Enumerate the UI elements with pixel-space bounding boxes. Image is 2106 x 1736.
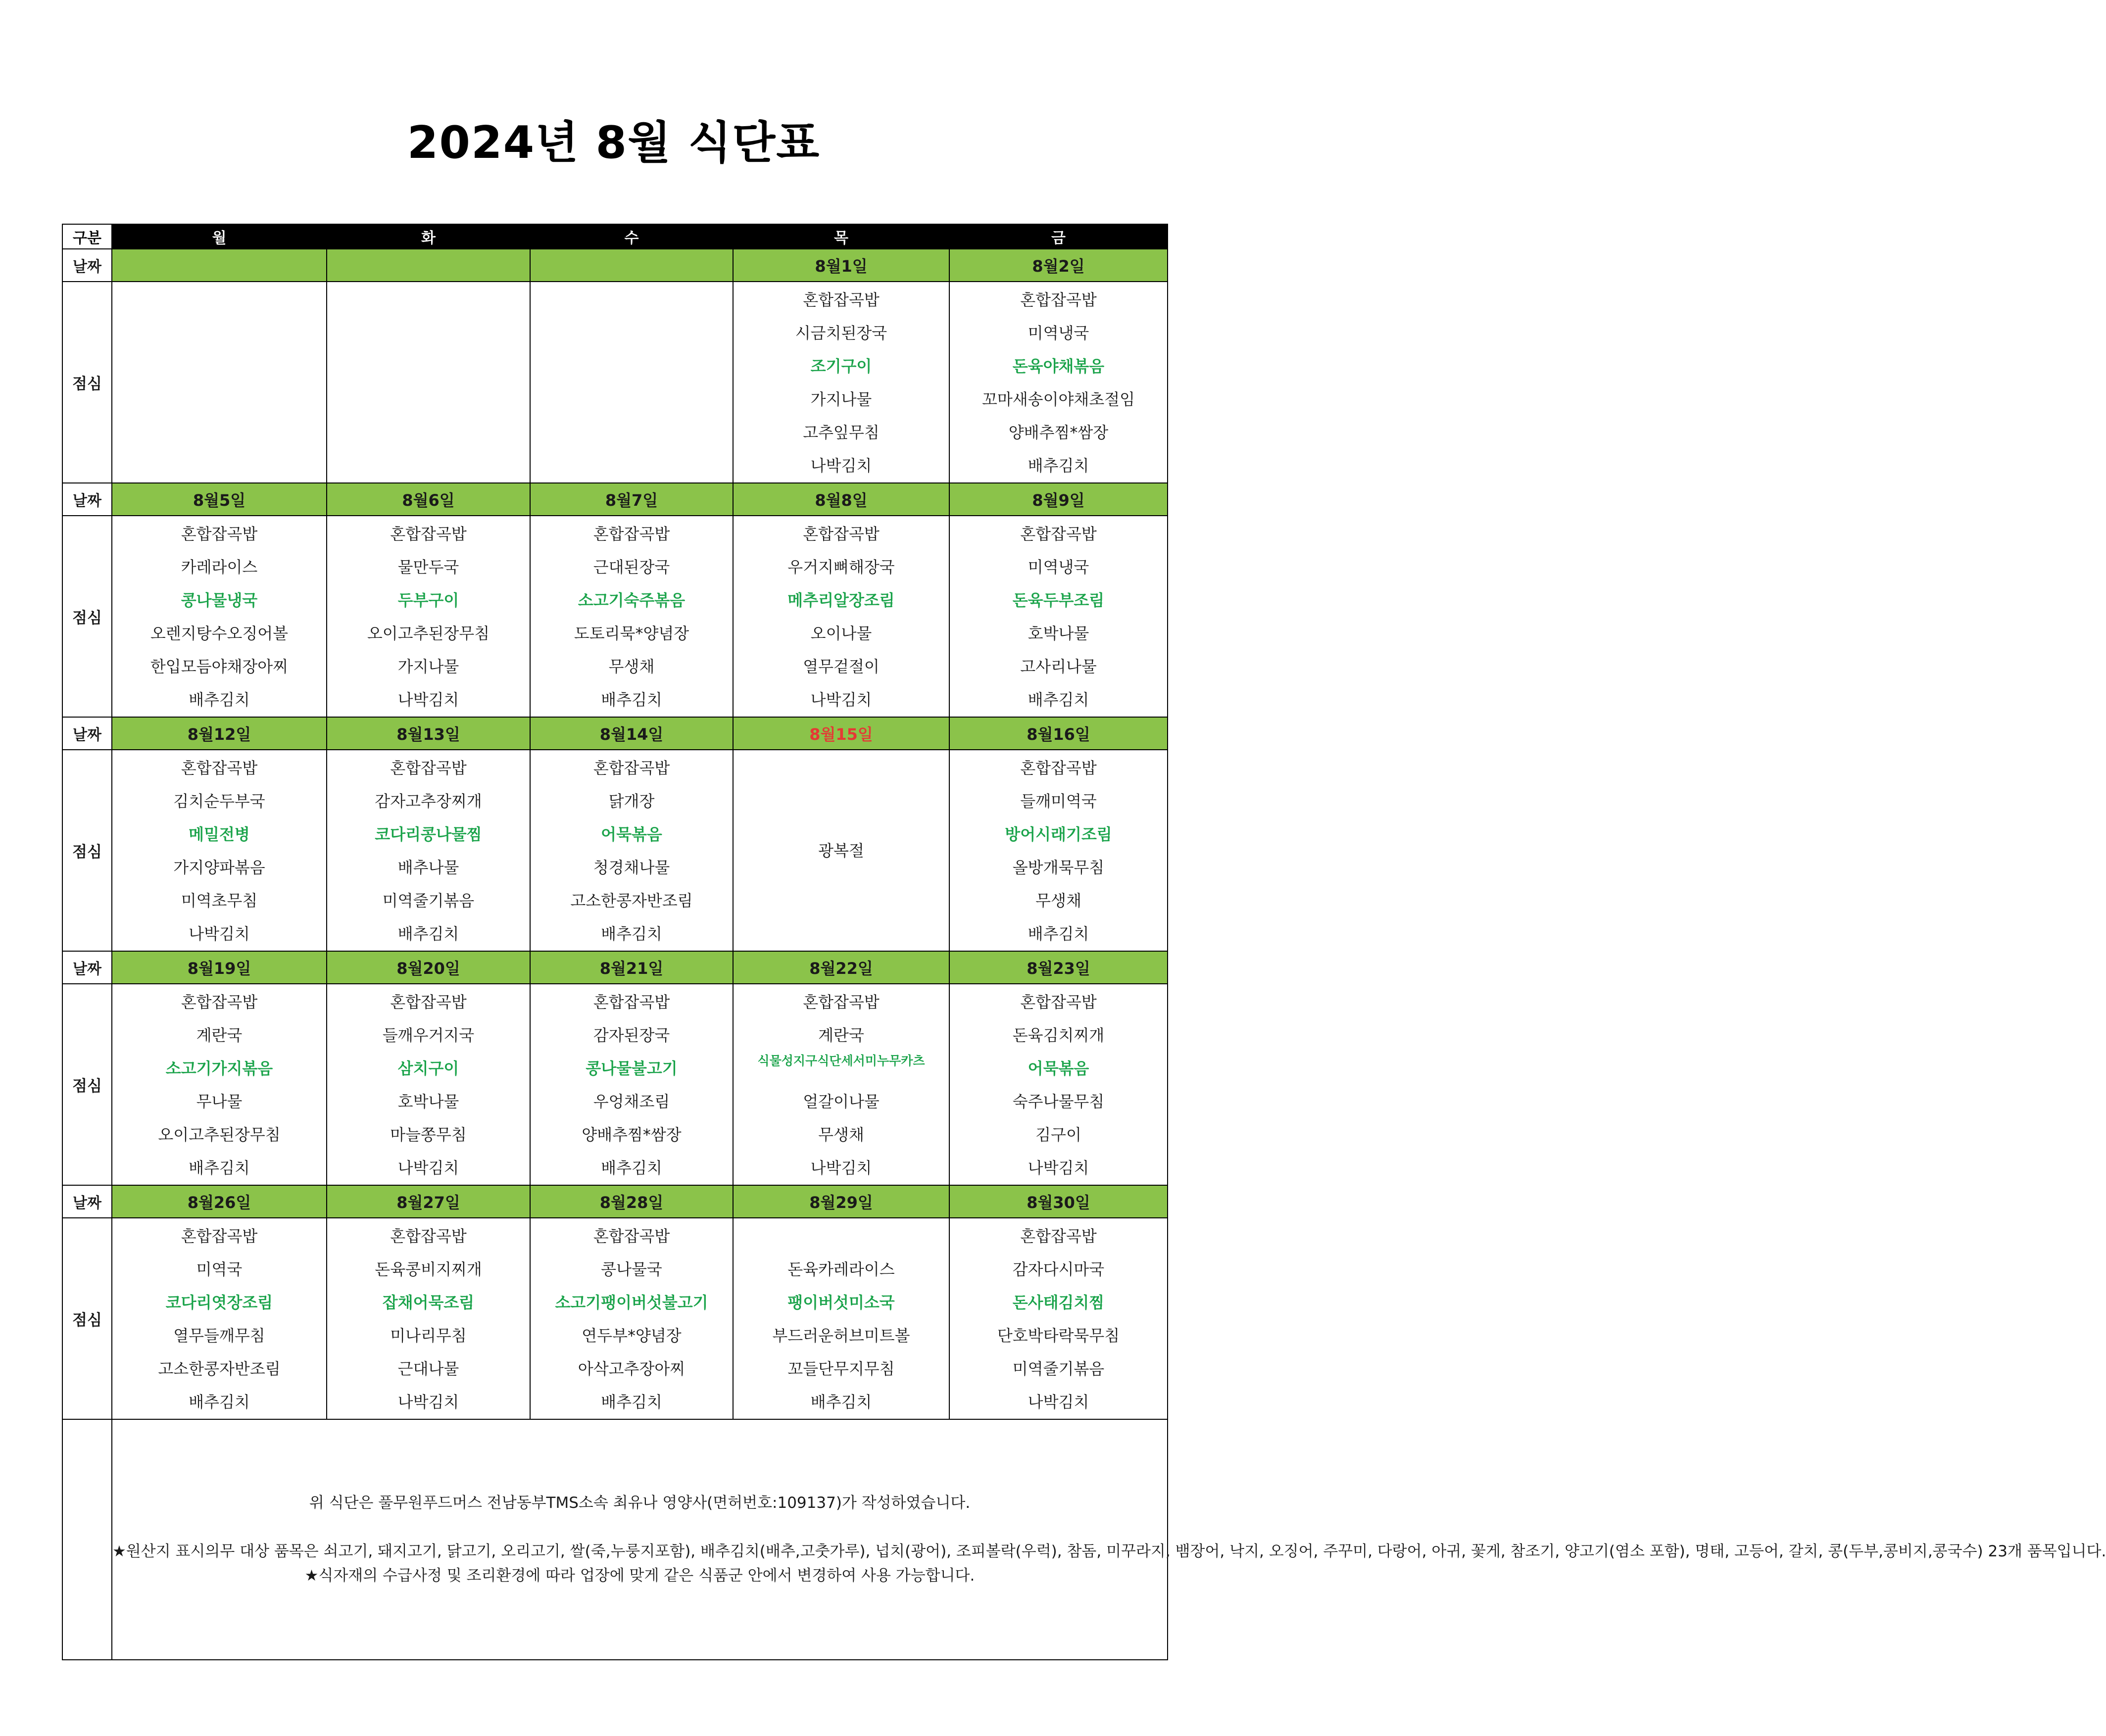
date-cell: 8월23일 <box>949 951 1168 984</box>
meal-row <box>62 984 1168 1185</box>
page-title: 2024년 8월 식단표 <box>407 117 821 169</box>
date-cell <box>112 249 327 282</box>
menu-item: 나박김치 <box>1028 1393 1089 1411</box>
menu-item: 가지나물 <box>810 390 872 409</box>
menu-item: 아삭고추장아찌 <box>578 1359 686 1378</box>
menu-item: 미나리무침 <box>390 1326 467 1345</box>
date-row <box>62 1185 1168 1218</box>
menu-item: 미역줄기볶음 <box>1012 1359 1105 1378</box>
menu-item: 올방개묵무침 <box>1012 858 1105 877</box>
main-dish: 두부구이 <box>397 591 459 610</box>
meal-row <box>62 750 1168 951</box>
menu-item: 혼합잡곡밥 <box>1020 1227 1097 1246</box>
menu-item: 한입모듬야채장아찌 <box>150 657 289 676</box>
menu-item: 혼합잡곡밥 <box>803 525 880 543</box>
menu-cell <box>327 750 530 951</box>
menu-item: 무생채 <box>818 1125 864 1144</box>
menu-item: 오이나물 <box>810 624 872 643</box>
main-dish: 돈육야채볶음 <box>1012 357 1105 376</box>
menu-item: 배추나물 <box>397 858 459 877</box>
date-row-label: 날짜 <box>62 717 112 750</box>
meal-plan-table <box>62 224 2106 1660</box>
menu-item: 나박김치 <box>397 690 459 709</box>
date-row-label: 날짜 <box>62 1185 112 1218</box>
date-row <box>62 249 1168 282</box>
main-dish: 돈육두부조림 <box>1012 591 1105 610</box>
main-dish: 코다리엿장조림 <box>165 1293 273 1312</box>
header-row <box>62 224 1168 249</box>
menu-item: 나박김치 <box>810 456 872 475</box>
menu-item: 배추김치 <box>189 690 250 709</box>
date-cell: 8월16일 <box>949 717 1168 750</box>
menu-item: 꼬들단무지무침 <box>787 1359 895 1378</box>
menu-item: 계란국 <box>818 1026 864 1045</box>
menu-item: 혼합잡곡밥 <box>803 290 880 309</box>
menu-item: 미역냉국 <box>1028 558 1089 577</box>
menu-cell <box>327 1218 530 1419</box>
date-cell: 8월15일 <box>733 717 949 750</box>
date-row-label: 날짜 <box>62 249 112 282</box>
date-cell: 8월26일 <box>112 1185 327 1218</box>
holiday-label: 광복절 <box>818 841 864 860</box>
menu-item: 배추김치 <box>601 690 662 709</box>
menu-item: 배추김치 <box>601 1158 662 1177</box>
menu-item: 김치순두부국 <box>173 792 265 811</box>
date-cell: 8월27일 <box>327 1185 530 1218</box>
menu-cell <box>949 984 1168 1185</box>
menu-item: 혼합잡곡밥 <box>181 1227 258 1246</box>
day-header-wed: 수 <box>530 224 733 249</box>
menu-item: 감자고추장찌개 <box>375 792 482 811</box>
day-header-tue: 화 <box>327 224 530 249</box>
menu-item: 가지양파볶음 <box>173 858 265 877</box>
date-cell: 8월9일 <box>949 483 1168 516</box>
date-cell: 8월22일 <box>733 951 949 984</box>
menu-item: 미역냉국 <box>1028 324 1089 342</box>
menu-item: 감자다시마국 <box>1012 1260 1105 1279</box>
meal-row <box>62 282 1168 483</box>
menu-item: 오렌지탕수오징어볼 <box>150 624 289 643</box>
menu-item: 배추김치 <box>1028 924 1089 943</box>
meal-row-label: 점심 <box>62 1218 112 1419</box>
menu-item: 배추김치 <box>189 1393 250 1411</box>
menu-item: 도토리묵*양념장 <box>574 624 689 643</box>
menu-item: 혼합잡곡밥 <box>593 993 670 1012</box>
menu-item <box>734 1220 949 1253</box>
menu-item: 들깨우거지국 <box>382 1026 475 1045</box>
date-cell: 8월1일 <box>733 249 949 282</box>
meal-row-label: 점심 <box>62 282 112 483</box>
menu-item: 혼합잡곡밥 <box>181 993 258 1012</box>
meal-row-label: 점심 <box>62 984 112 1185</box>
menu-item: 고소한콩자반조림 <box>570 891 693 910</box>
menu-item: 시금치된장국 <box>795 324 887 342</box>
date-row <box>62 717 1168 750</box>
main-dish: 조기구이 <box>810 357 872 376</box>
menu-item: 호박나물 <box>1028 624 1089 643</box>
menu-item: 연두부*양념장 <box>582 1326 682 1345</box>
main-dish: 소고기팽이버섯불고기 <box>555 1293 708 1312</box>
menu-item: 혼합잡곡밥 <box>1020 525 1097 543</box>
menu-item: 혼합잡곡밥 <box>1020 290 1097 309</box>
date-cell: 8월6일 <box>327 483 530 516</box>
menu-item: 돈육콩비지찌개 <box>375 1260 482 1279</box>
menu-cell <box>733 282 949 483</box>
date-cell: 8월14일 <box>530 717 733 750</box>
menu-item: 무생채 <box>1035 891 1081 910</box>
meal-row <box>62 516 1168 717</box>
date-row <box>62 951 1168 984</box>
menu-item: 미역줄기볶음 <box>382 891 475 910</box>
menu-item: 열무겉절이 <box>803 657 880 676</box>
main-dish: 삼치구이 <box>397 1059 459 1078</box>
menu-item: 배추김치 <box>189 1158 250 1177</box>
menu-item: 배추김치 <box>1028 690 1089 709</box>
main-dish: 메밀전병 <box>189 825 250 844</box>
menu-cell <box>949 516 1168 717</box>
menu-cell <box>949 1218 1168 1419</box>
menu-item: 콩나물국 <box>601 1260 662 1279</box>
main-dish: 코다리콩나물찜 <box>375 825 482 844</box>
main-dish: 소고기숙주볶음 <box>578 591 686 610</box>
day-header-fri: 금 <box>949 224 1168 249</box>
menu-item: 혼합잡곡밥 <box>390 993 467 1012</box>
date-cell: 8월7일 <box>530 483 733 516</box>
main-dish: 돈사태김치찜 <box>1012 1293 1105 1312</box>
menu-item: 혼합잡곡밥 <box>593 759 670 777</box>
menu-item: 혼합잡곡밥 <box>181 525 258 543</box>
date-cell: 8월28일 <box>530 1185 733 1218</box>
menu-item: 배추김치 <box>810 1393 872 1411</box>
menu-item: 우거지뼈해장국 <box>787 558 895 577</box>
menu-item: 무나물 <box>196 1092 243 1111</box>
menu-item: 마늘쫑무침 <box>390 1125 467 1144</box>
date-row <box>62 483 1168 516</box>
date-cell: 8월21일 <box>530 951 733 984</box>
main-dish: 식물성지구식단세서미누무카츠 <box>757 1054 925 1068</box>
menu-cell <box>327 516 530 717</box>
menu-item: 우엉채조림 <box>593 1092 670 1111</box>
date-cell: 8월13일 <box>327 717 530 750</box>
day-header-mon: 월 <box>112 224 327 249</box>
menu-item: 얼갈이나물 <box>803 1092 880 1111</box>
menu-cell <box>327 282 530 483</box>
menu-item: 오이고추된장무침 <box>367 624 490 643</box>
menu-item: 청경채나물 <box>593 858 670 877</box>
date-cell <box>327 249 530 282</box>
notes-row <box>62 1419 1168 1660</box>
menu-item: 돈육김치찌개 <box>1012 1026 1105 1045</box>
menu-item: 나박김치 <box>1028 1158 1089 1177</box>
menu-item: 김구이 <box>1035 1125 1081 1144</box>
menu-item: 호박나물 <box>397 1092 459 1111</box>
menu-item: 고추잎무침 <box>803 423 880 442</box>
menu-item: 숙주나물무침 <box>1012 1092 1105 1111</box>
date-cell: 8월20일 <box>327 951 530 984</box>
menu-item: 나박김치 <box>397 1393 459 1411</box>
menu-item: 고사리나물 <box>1020 657 1097 676</box>
menu-item: 감자된장국 <box>593 1026 670 1045</box>
menu-item: 닭개장 <box>608 792 655 811</box>
menu-cell <box>733 984 949 1185</box>
menu-item: 혼합잡곡밥 <box>390 525 467 543</box>
menu-item: 양배추찜*쌈장 <box>582 1125 682 1144</box>
menu-item: 혼합잡곡밥 <box>390 1227 467 1246</box>
menu-item: 혼합잡곡밥 <box>593 525 670 543</box>
main-dish: 팽이버섯미소국 <box>787 1293 895 1312</box>
menu-item: 배추김치 <box>397 924 459 943</box>
menu-cell <box>327 984 530 1185</box>
menu-cell <box>112 750 327 951</box>
main-dish: 어묵볶음 <box>601 825 662 844</box>
menu-item: 혼합잡곡밥 <box>1020 759 1097 777</box>
main-dish: 콩나물불고기 <box>586 1059 678 1078</box>
menu-item: 나박김치 <box>810 1158 872 1177</box>
date-cell: 8월5일 <box>112 483 327 516</box>
menu-item: 미역국 <box>196 1260 243 1279</box>
menu-item: 혼합잡곡밥 <box>181 759 258 777</box>
date-cell <box>530 249 733 282</box>
main-dish: 잡채어묵조림 <box>382 1293 475 1312</box>
menu-cell <box>530 282 733 483</box>
menu-cell <box>949 750 1168 951</box>
meal-row <box>62 1218 1168 1419</box>
menu-cell <box>112 984 327 1185</box>
date-cell: 8월29일 <box>733 1185 949 1218</box>
date-row-label: 날짜 <box>62 483 112 516</box>
menu-cell <box>530 516 733 717</box>
menu-item: 미역초무침 <box>181 891 258 910</box>
main-dish: 콩나물냉국 <box>181 591 258 610</box>
menu-item: 무생채 <box>608 657 655 676</box>
day-header-thu: 목 <box>733 224 949 249</box>
menu-item: 꼬마새송이야채초절임 <box>981 390 1135 409</box>
main-dish: 소고기가지볶음 <box>165 1059 273 1078</box>
notes-change: ★식자재의 수급사정 및 조리환경에 따라 업장에 맞게 같은 식품군 안에서 변경하여 사용 가능합니다. <box>304 1567 975 1585</box>
menu-item: 혼합잡곡밥 <box>1020 993 1097 1012</box>
menu-item: 열무들깨무침 <box>173 1326 265 1345</box>
header-label: 구분 <box>62 224 112 249</box>
menu-item: 근대나물 <box>397 1359 459 1378</box>
main-dish: 메추리알장조림 <box>787 591 895 610</box>
menu-item: 배추김치 <box>601 924 662 943</box>
menu-item: 나박김치 <box>189 924 250 943</box>
notes-author: 위 식단은 풀무원푸드머스 전남동부TMS소속 최유나 영양사(면허번호:109137)가 작성하였습니다. <box>309 1494 971 1512</box>
meal-row-label: 점심 <box>62 516 112 717</box>
menu-item: 양배추찜*쌈장 <box>1008 423 1109 442</box>
menu-item: 나박김치 <box>810 690 872 709</box>
menu-item: 혼합잡곡밥 <box>803 993 880 1012</box>
notes-label-cell <box>62 1419 112 1660</box>
date-cell: 8월2일 <box>949 249 1168 282</box>
date-cell: 8월30일 <box>949 1185 1168 1218</box>
menu-cell <box>112 282 327 483</box>
menu-cell <box>733 516 949 717</box>
menu-cell <box>530 750 733 951</box>
menu-item: 가지나물 <box>397 657 459 676</box>
menu-cell <box>733 1218 949 1419</box>
menu-cell <box>112 516 327 717</box>
date-cell: 8월19일 <box>112 951 327 984</box>
menu-cell <box>530 1218 733 1419</box>
menu-item: 배추김치 <box>1028 456 1089 475</box>
menu-item: 물만두국 <box>397 558 459 577</box>
menu-cell <box>530 984 733 1185</box>
menu-item: 오이고추된장무침 <box>158 1125 281 1144</box>
menu-item: 근대된장국 <box>593 558 670 577</box>
menu-item: 혼합잡곡밥 <box>390 759 467 777</box>
menu-item: 배추김치 <box>601 1393 662 1411</box>
menu-cell <box>112 1218 327 1419</box>
date-cell: 8월8일 <box>733 483 949 516</box>
menu-item: 부드러운허브미트볼 <box>772 1326 910 1345</box>
menu-item: 고소한콩자반조림 <box>158 1359 281 1378</box>
menu-item: 혼합잡곡밥 <box>593 1227 670 1246</box>
menu-cell <box>949 282 1168 483</box>
date-row-label: 날짜 <box>62 951 112 984</box>
notes-origin: ★원산지 표시의무 대상 품목은 쇠고기, 돼지고기, 닭고기, 오리고기, 쌀(죽,누룽지포함), 배추김치(배추,고춧가루), 넙치(광어), 조피볼락(우럭), 참돔, 미꾸라지, 뱀장어, 낙지, 오징어, 주꾸미, 다랑어, 아귀, 꽃게, 참조기, 양고기(염소 포함), 명태, 고등어, 갈치, 콩(두부,콩비지,콩국수) 23개 품목입니다. <box>112 1543 2106 1560</box>
main-dish: 어묵볶음 <box>1028 1059 1089 1078</box>
menu-item: 계란국 <box>196 1026 243 1045</box>
menu-item: 단호박타락묵무침 <box>997 1326 1120 1345</box>
menu-cell <box>733 750 949 951</box>
meal-row-label: 점심 <box>62 750 112 951</box>
menu-item: 카레라이스 <box>181 558 258 577</box>
notes-cell <box>112 1419 2106 1660</box>
main-dish: 방어시래기조림 <box>1005 825 1112 844</box>
menu-item: 나박김치 <box>397 1158 459 1177</box>
menu-item: 돈육카레라이스 <box>787 1260 895 1279</box>
menu-item: 들깨미역국 <box>1020 792 1097 811</box>
date-cell: 8월12일 <box>112 717 327 750</box>
